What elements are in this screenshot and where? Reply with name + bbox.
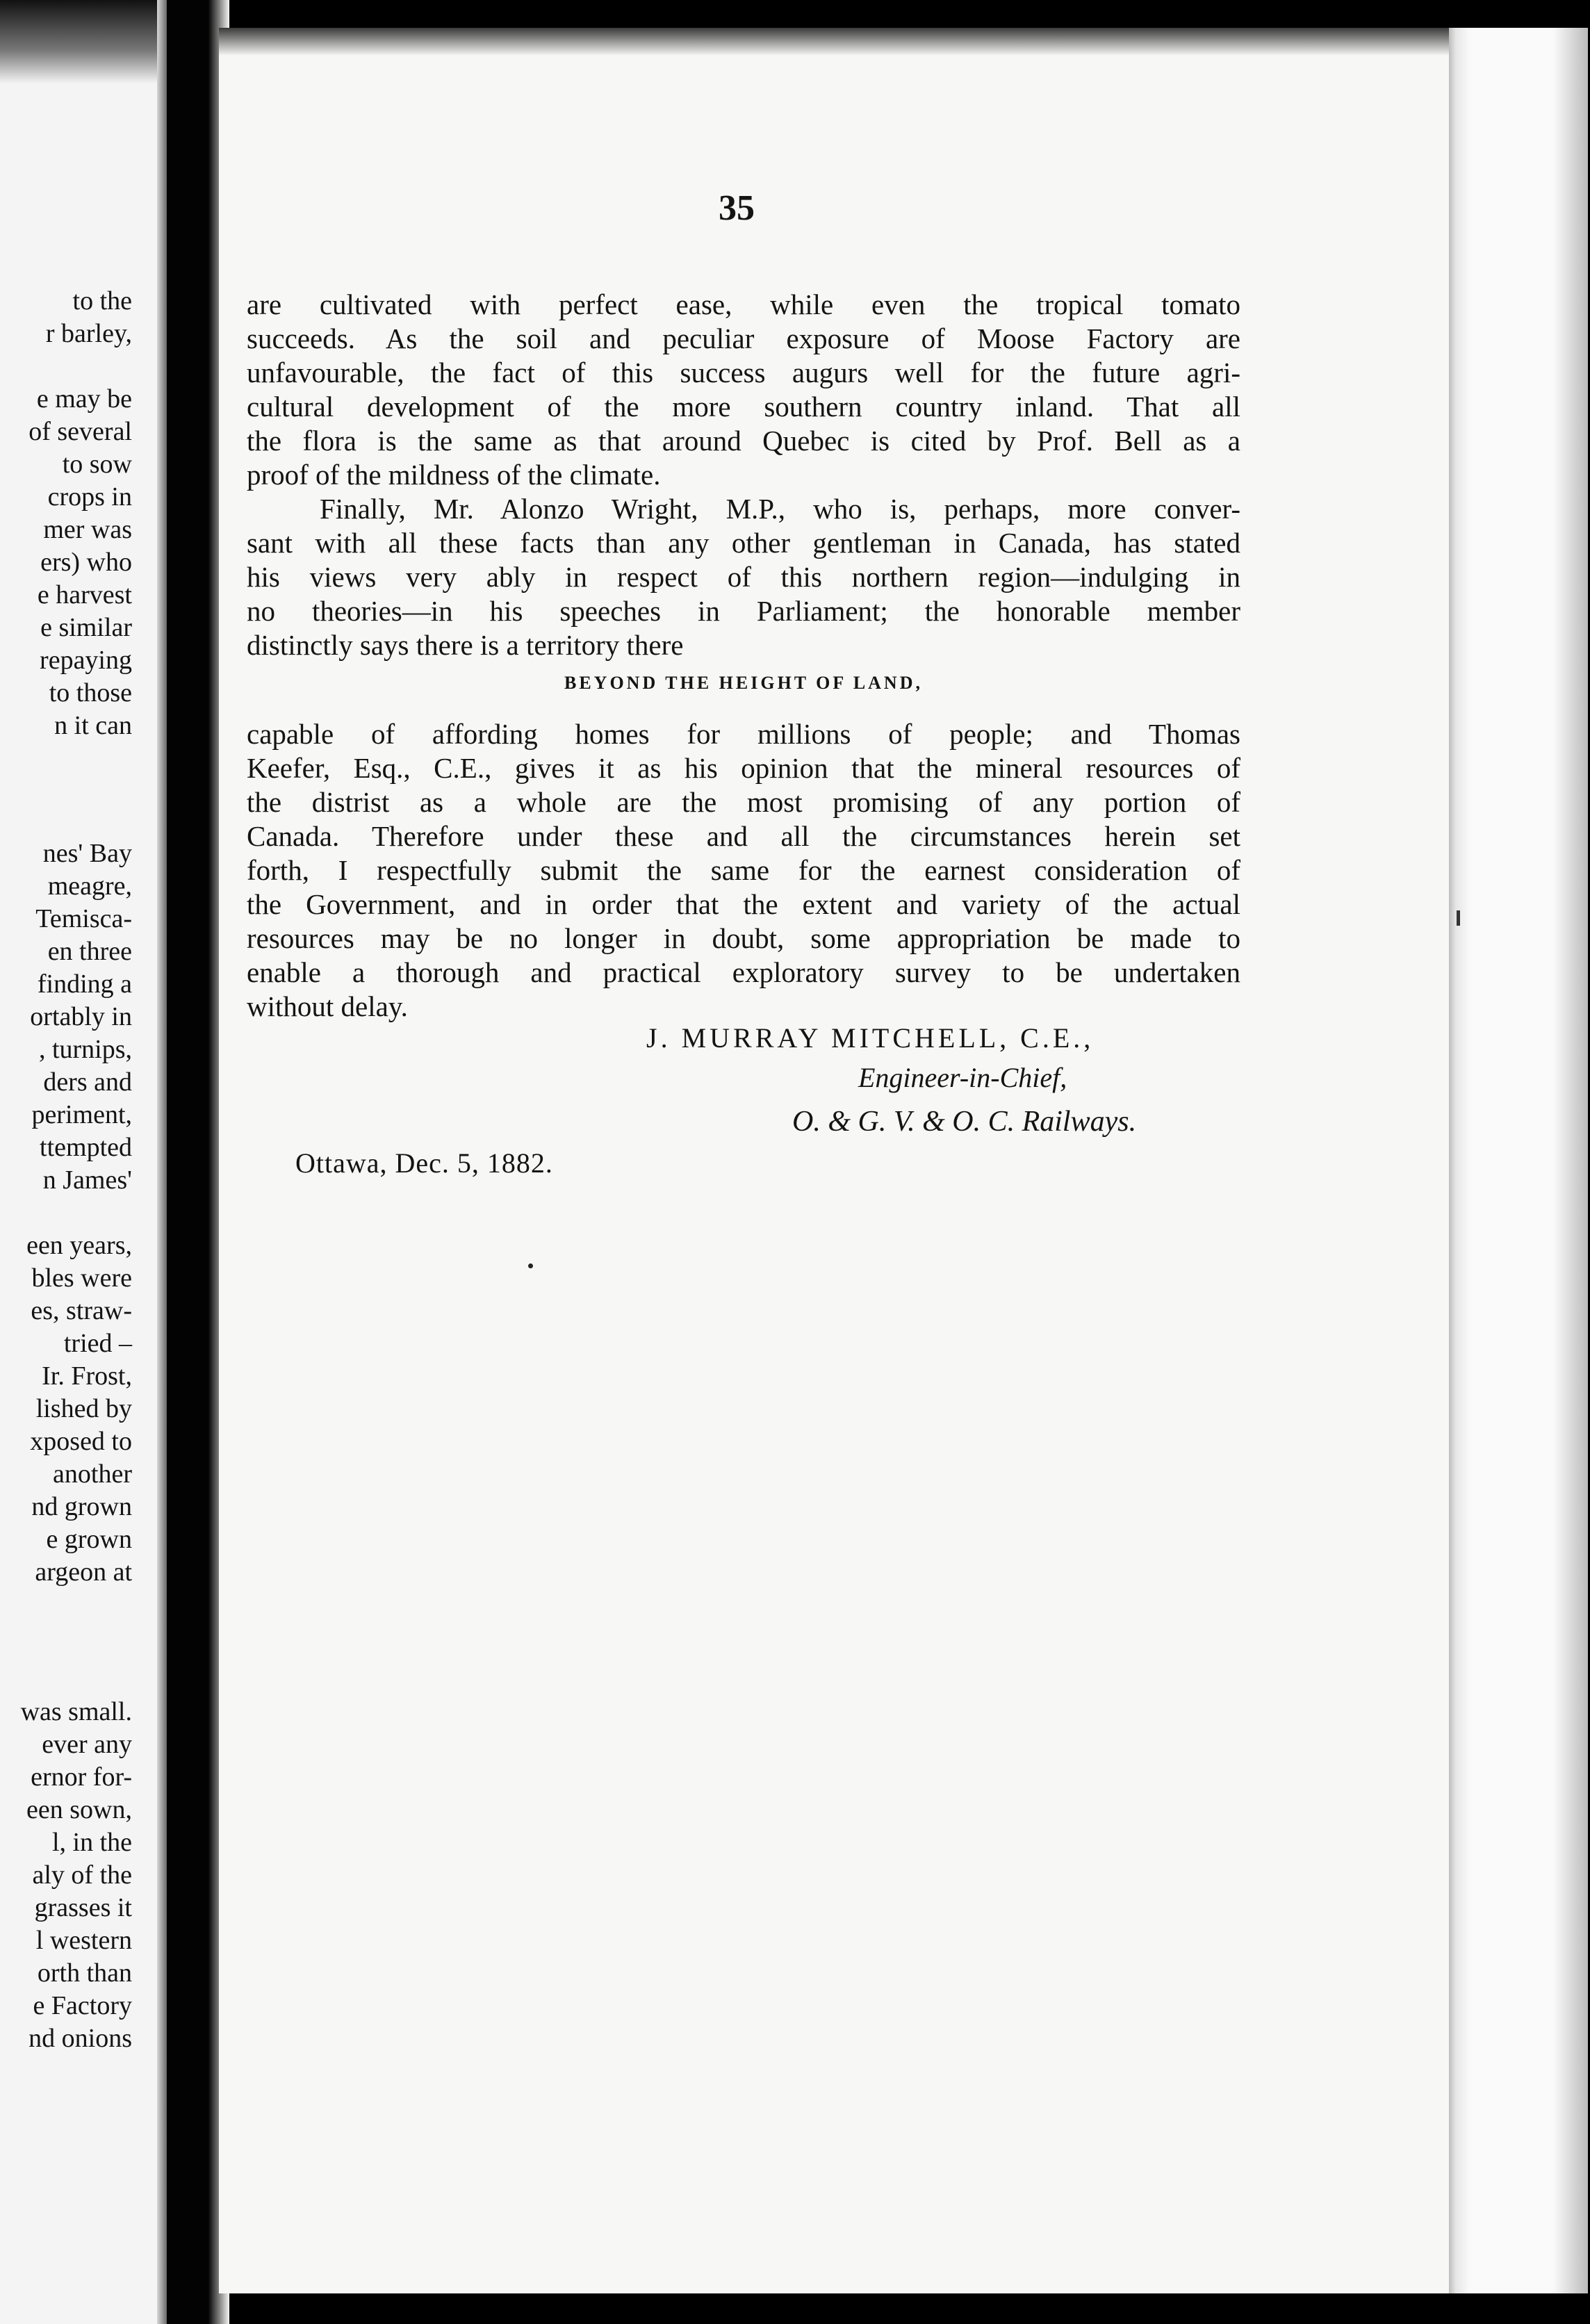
text-line: resources may be no longer in doubt, some appropriation be made to xyxy=(247,922,1240,954)
left-page-line: nd onions xyxy=(28,2024,132,2053)
text-line: the distrist as a whole are the most promising of any portion of xyxy=(247,786,1240,818)
left-page-line: to sow xyxy=(62,450,132,479)
left-page-line: grasses it xyxy=(34,1893,132,1922)
left-page-line: es, straw- xyxy=(31,1296,132,1325)
left-page-line: bles were xyxy=(31,1263,132,1293)
left-page-text-bottom xyxy=(0,1696,132,2055)
paragraph-3 xyxy=(247,717,1240,1024)
left-page-line: e may be xyxy=(36,384,132,414)
left-page-line: xposed to xyxy=(30,1427,132,1456)
left-page-line: l, in the xyxy=(51,1828,132,1857)
left-page-line: tried – xyxy=(63,1329,132,1358)
left-page-line: Ir. Frost, xyxy=(42,1361,132,1391)
text-line: Canada. Therefore under these and all the circumstances herein set xyxy=(247,820,1240,852)
place-and-date: Ottawa, Dec. 5, 1882. xyxy=(295,1147,553,1179)
paragraph-2 xyxy=(247,492,1240,662)
left-facing-page xyxy=(0,0,167,2324)
left-page-line: mer was xyxy=(43,515,132,544)
text-line: Keefer, Esq., C.E., gives it as his opinion that the mineral resources of xyxy=(247,752,1240,784)
left-page-line: crops in xyxy=(47,482,132,512)
text-line: are cultivated with perfect ease, while even the tropical tomato xyxy=(247,288,1240,320)
left-page-line: l western xyxy=(35,1926,132,1955)
page-number: 35 xyxy=(719,188,755,228)
left-page-shadow xyxy=(0,0,167,83)
left-page-line: ortably in xyxy=(30,1002,132,1031)
text-line: cultural development of the more southern country inland. That all xyxy=(247,391,1240,423)
ink-speck xyxy=(528,1263,533,1268)
text-line: distinctly says there is a territory there xyxy=(247,629,684,661)
page-right-edge xyxy=(1449,28,1588,2293)
text-line: succeeds. As the soil and peculiar exposure of Moose Factory are xyxy=(247,322,1240,354)
left-page-line: en three xyxy=(47,937,132,966)
paragraph-1 xyxy=(247,288,1240,492)
signature-name: J. MURRAY MITCHELL, C.E., xyxy=(646,1022,1095,1054)
text-line: his views very ably in respect of this northern region—indulging in xyxy=(247,561,1240,593)
left-page-line: another xyxy=(53,1459,132,1489)
text-line: no theories—in his speeches in Parliament; the honorable member xyxy=(247,595,1240,627)
left-page-line: ers) who xyxy=(40,548,132,577)
left-page-line: argeon at xyxy=(35,1557,132,1587)
left-page-line: , turnips, xyxy=(38,1035,132,1064)
text-line: Finally, Mr. Alonzo Wright, M.P., who is, perhaps, more conver- xyxy=(320,493,1240,525)
left-page-line: e grown xyxy=(46,1525,132,1554)
text-line: the flora is the same as that around Quebec is cited by Prof. Bell as a xyxy=(247,425,1240,457)
left-page-line: ever any xyxy=(42,1730,132,1759)
left-page-line: e similar xyxy=(40,613,132,642)
left-page-line: een sown, xyxy=(26,1795,132,1824)
left-page-line: nd grown xyxy=(31,1492,132,1521)
signature-title: Engineer-in-Chief, xyxy=(858,1062,1067,1093)
left-page-line: to the xyxy=(72,286,132,316)
margin-mark xyxy=(1457,910,1460,926)
text-line: enable a thorough and practical exploratory survey to be undertaken xyxy=(247,956,1240,988)
left-page-line: ttempted xyxy=(40,1133,132,1162)
section-heading: BEYOND THE HEIGHT OF LAND, xyxy=(564,673,923,693)
left-page-line: finding a xyxy=(37,969,132,999)
text-line: capable of affording homes for millions of people; and Thomas xyxy=(247,718,1240,750)
left-page-text-middle xyxy=(0,837,132,1589)
left-page-line: ernor for- xyxy=(31,1762,132,1792)
left-page-line: of several xyxy=(28,417,132,446)
left-page-line: periment, xyxy=(31,1100,132,1129)
left-page-line: to those xyxy=(49,678,132,707)
left-page-line: was small. xyxy=(20,1697,132,1726)
left-page-line: n James' xyxy=(42,1165,132,1195)
left-page-line: Temisca- xyxy=(35,904,132,933)
left-page-line xyxy=(0,1197,132,1229)
left-page-line: e harvest xyxy=(37,580,132,609)
text-line: without delay. xyxy=(247,990,408,1022)
text-line: unfavourable, the fact of this success augurs well for the future agri- xyxy=(247,357,1240,388)
left-page-line: ders and xyxy=(43,1067,132,1097)
left-page-line: nes' Bay xyxy=(42,839,132,868)
left-page-line: meagre, xyxy=(47,872,132,901)
signature-affiliation: O. & G. V. & O. C. Railways. xyxy=(792,1106,1137,1138)
left-page-line: n it can xyxy=(54,711,132,740)
text-line: the Government, and in order that the extent and variety of the actual xyxy=(247,888,1240,920)
text-line: proof of the mildness of the climate. xyxy=(247,459,661,491)
left-page-line xyxy=(0,350,132,383)
left-page-line: r barley, xyxy=(45,319,132,348)
left-page-line: repaying xyxy=(40,646,132,675)
left-page-line: aly of the xyxy=(32,1860,132,1890)
page-top-shadow xyxy=(219,28,1449,56)
left-page-line: e Factory xyxy=(33,1991,132,2020)
left-page-line: lished by xyxy=(35,1394,132,1423)
left-page-line: een years, xyxy=(26,1231,132,1260)
text-line: sant with all these facts than any other gentleman in Canada, has stated xyxy=(247,527,1240,559)
left-page-line: orth than xyxy=(37,1958,132,1988)
text-line: forth, I respectfully submit the same for the earnest consideration of xyxy=(247,854,1240,886)
left-page-text-top xyxy=(0,285,132,742)
